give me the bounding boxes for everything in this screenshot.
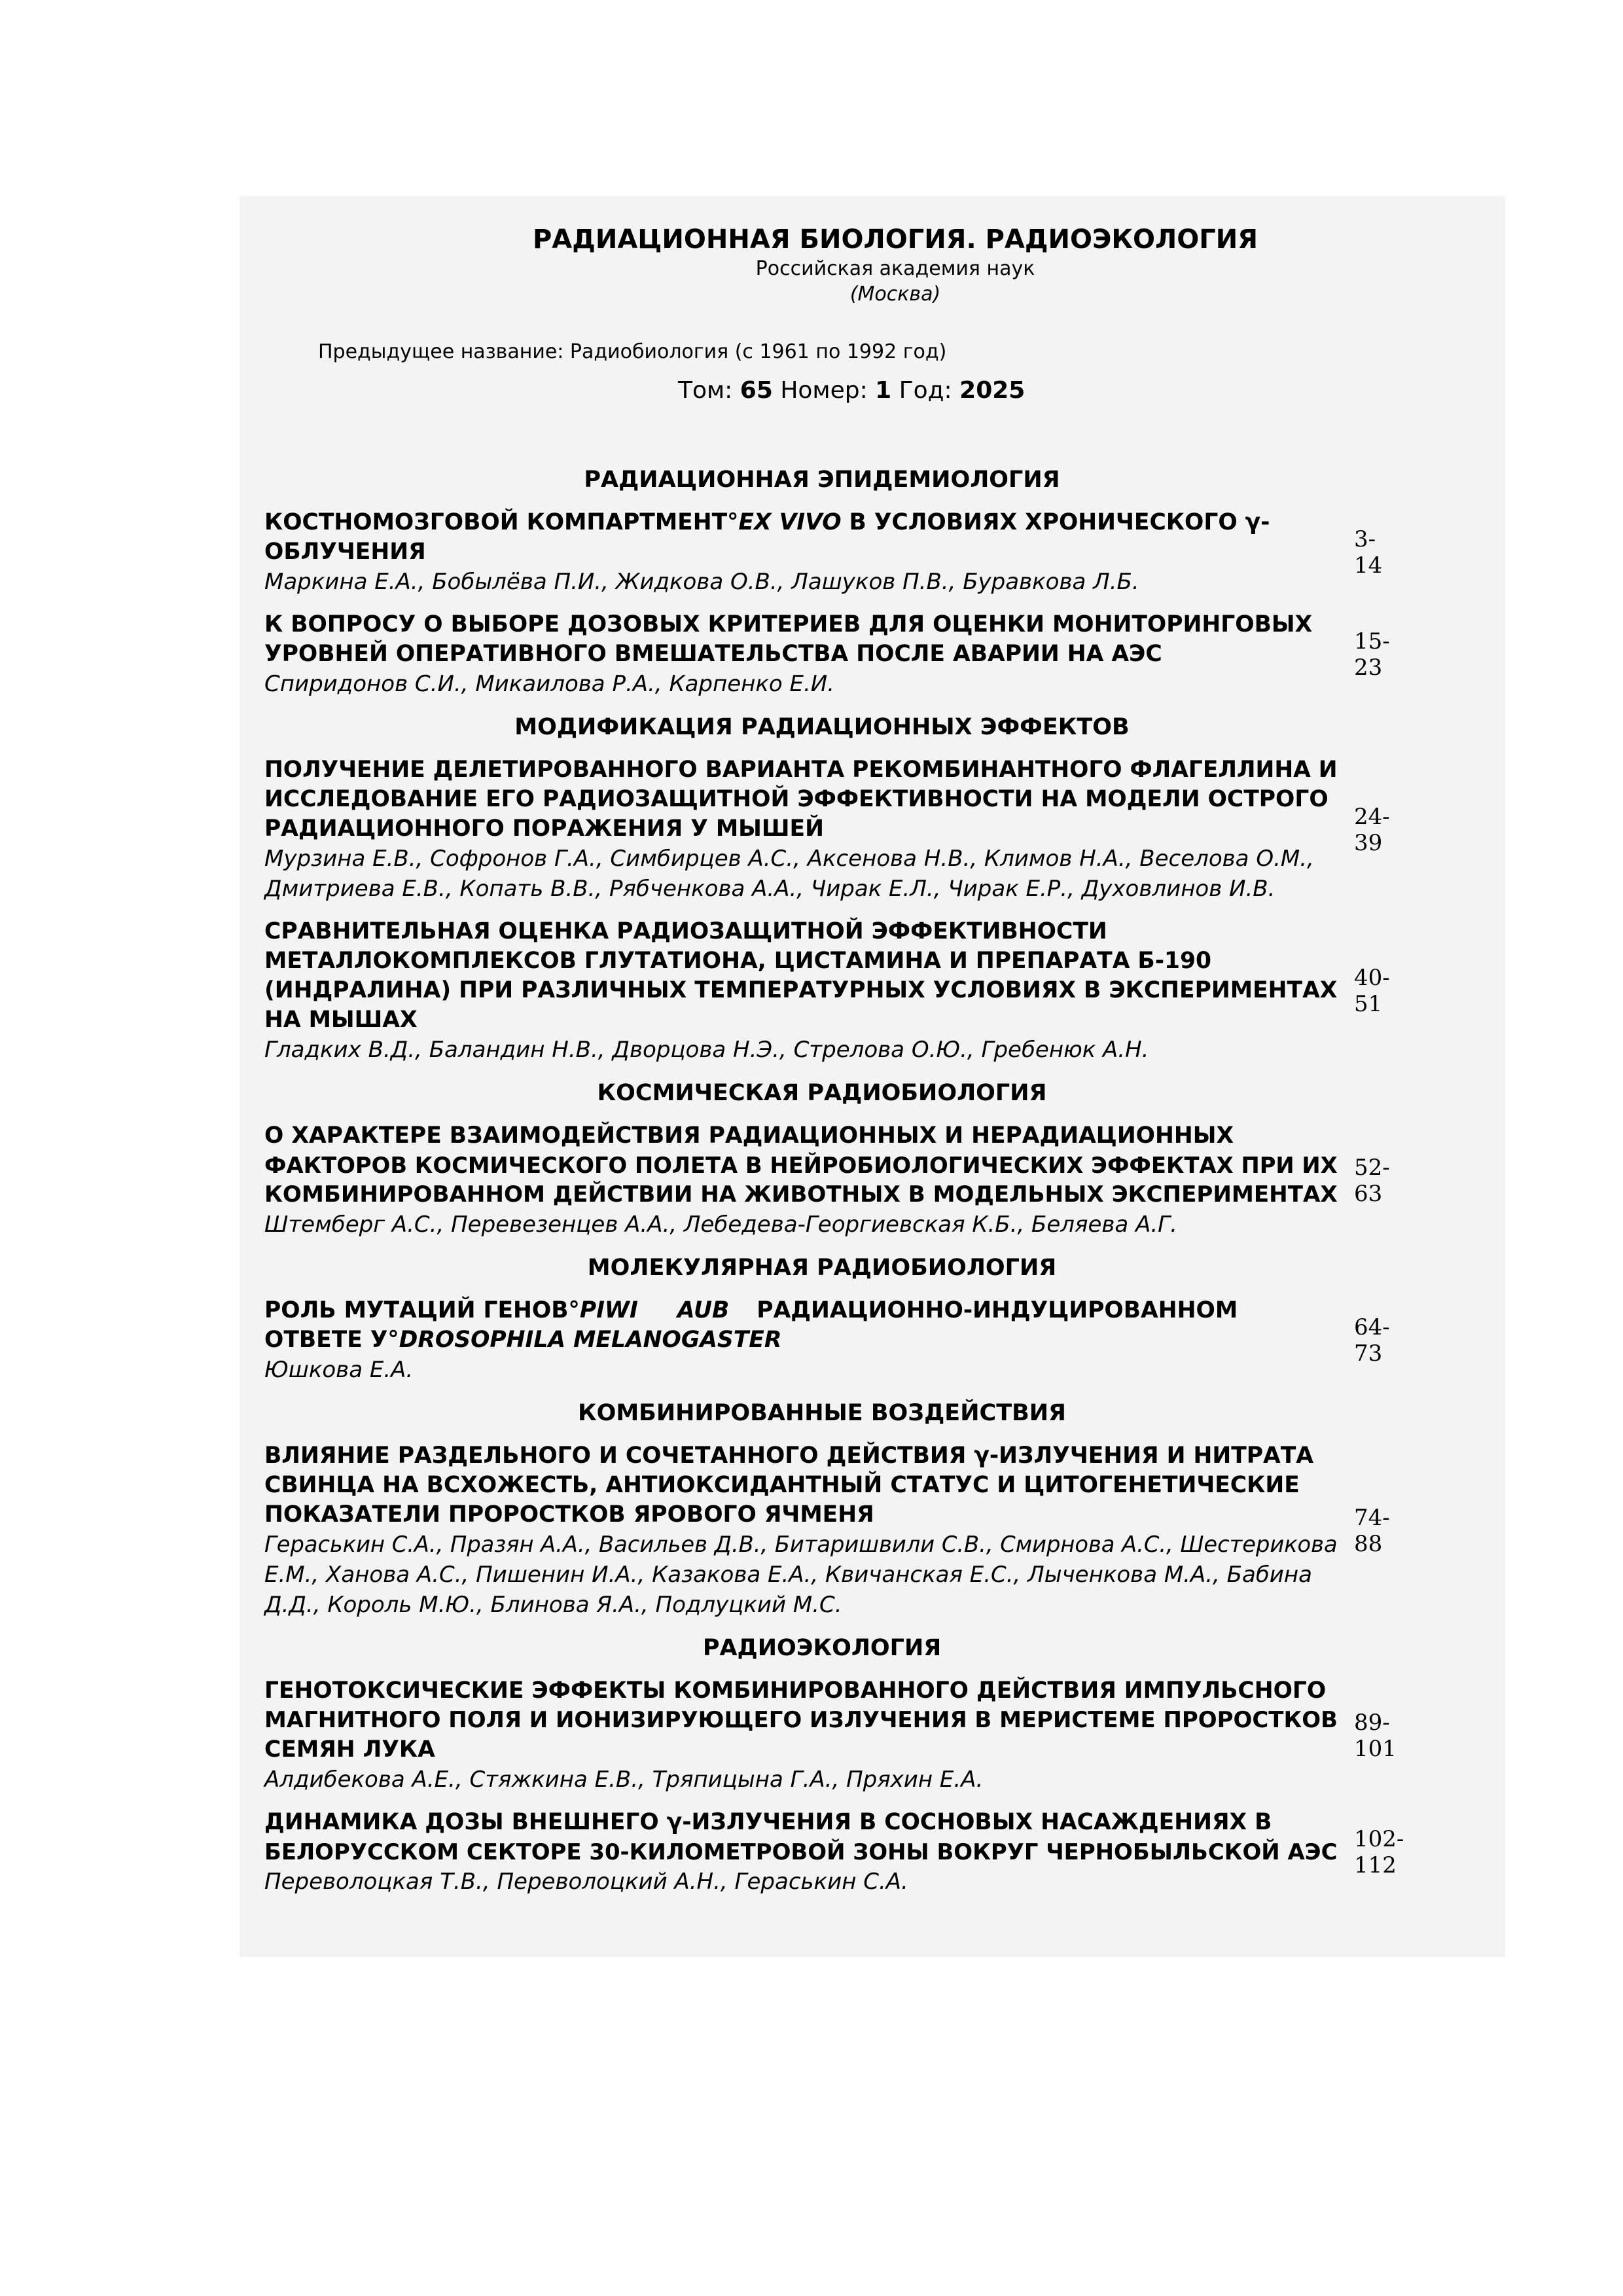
page-range: 74-88 [1354,1504,1390,1557]
title-text: КОСТНОМОЗГОВОЙ КОМПАРТМЕНТ° [264,509,739,535]
title-text: РОЛЬ МУТАЦИЙ ГЕНОВ° [264,1297,580,1323]
article-pages [1354,1441,1390,1620]
article-authors: Гладких В.Д., Баландин Н.В., Дворцова Н.Э., Стрелова О.Ю., Гребенюк А.Н. [264,1037,1149,1063]
year-value: 2025 [959,377,1026,404]
page-range: 24-39 [1354,803,1390,856]
number-value: 1 [875,377,892,404]
article-entry[interactable] [264,1121,1390,1240]
section-heading: РАДИАЦИОННАЯ ЭПИДЕМИОЛОГИЯ [584,467,1060,493]
table-of-contents [240,465,1505,1897]
article-entry[interactable] [264,508,1383,597]
article-pages [1354,1121,1390,1240]
article-authors: Д.Д., Король М.Ю., Блинова Я.А., Подлуцкий М.С. [264,1592,842,1618]
article-authors: Е.М., Ханова А.С., Пишенин И.А., Казакова Е.А., Квичанская Е.С., Лыченкова М.А., Бабина [264,1562,1312,1588]
article-entry[interactable] [264,1296,1390,1385]
article-pages [1354,917,1390,1065]
article-title: МЕТАЛЛОКОМПЛЕКСОВ ГЛУТАТИОНА, ЦИСТАМИНА И ПРЕПАРАТА Б-190 [264,948,1212,974]
page-range: 15-23 [1354,628,1390,681]
article-title: УРОВНЕЙ ОПЕРАТИВНОГО ВМЕШАТЕЛЬСТВА ПОСЛЕ АВАРИИ НА АЭС [264,641,1162,667]
article-title [264,508,1338,537]
article-pages [1354,1676,1397,1795]
article-pages [1354,610,1390,699]
article-title [264,1296,1338,1325]
title-text: РАДИАЦИОННО-ИНДУЦИРОВАННОМ [757,1297,1238,1323]
article-authors: Алдибекова А.Е., Стяжкина Е.В., Тряпицына Г.А., Пряхин Е.А. [264,1767,984,1793]
article-entry[interactable] [264,755,1390,904]
title-italic: PIWI [579,1297,638,1323]
article-title: СЕМЯН ЛУКА [264,1736,435,1763]
issue-info [678,374,1505,407]
contents-panel [240,196,1505,1957]
page-range: 40-51 [1354,965,1390,1017]
article-title: БЕЛОРУССКОМ СЕКТОРЕ 30-КИЛОМЕТРОВОЙ ЗОНЫ ВОКРУГ ЧЕРНОБЫЛЬСКОЙ АЭС [264,1839,1338,1865]
volume-value: 65 [740,377,773,404]
journal-title: РАДИАЦИОННАЯ БИОЛОГИЯ. РАДИОЭКОЛОГИЯ [532,224,1258,255]
section-heading: МОЛЕКУЛЯРНАЯ РАДИОБИОЛОГИЯ [587,1255,1057,1281]
article-authors: Маркина Е.А., Бобылёва П.И., Жидкова О.В., Лашуков П.В., Буравкова Л.Б. [264,569,1139,595]
article-authors: Переволоцкая Т.В., Переволоцкий А.Н., Гераськин С.А. [264,1869,908,1895]
page-range: 52-63 [1354,1154,1390,1207]
section-heading: КОМБИНИРОВАННЫЕ ВОЗДЕЙСТВИЯ [577,1400,1066,1426]
title-italic: AUB [677,1297,730,1323]
article-pages [1354,755,1390,904]
title-text: В УСЛОВИЯХ ХРОНИЧЕСКОГО γ- [841,509,1270,535]
title-italic: EX VIVO [738,509,842,535]
year-label: Год: [899,377,952,404]
journal-header [240,223,1505,308]
publisher: Российская академия наук [755,257,1035,280]
article-title [264,1325,1338,1355]
article-title: МАГНИТНОГО ПОЛЯ И ИОНИЗИРУЮЩЕГО ИЗЛУЧЕНИЯ В МЕРИСТЕМЕ ПРОРОСТКОВ [264,1707,1338,1733]
section-heading: РАДИОЭКОЛОГИЯ [702,1635,942,1661]
article-entry[interactable] [264,917,1390,1065]
article-title: ОБЛУЧЕНИЯ [264,539,426,565]
article-title: СВИНЦА НА ВСХОЖЕСТЬ, АНТИОКСИДАНТНЫЙ СТАТУС И ЦИТОГЕНЕТИЧЕСКИЕ [264,1472,1300,1498]
title-text: ОТВЕТЕ У° [264,1327,399,1353]
article-entry[interactable] [264,1808,1404,1897]
article-title: ПОКАЗАТЕЛИ ПРОРОСТКОВ ЯРОВОГО ЯЧМЕНЯ [264,1501,874,1528]
article-pages [1354,1296,1390,1385]
volume-label: Том: [678,377,733,404]
article-title: НА МЫШАХ [264,1007,418,1033]
article-entry[interactable] [264,1441,1390,1620]
city: (Москва) [849,283,941,306]
article-title: ДИНАМИКА ДОЗЫ ВНЕШНЕГО γ-ИЗЛУЧЕНИЯ В СОСНОВЫХ НАСАЖДЕНИЯХ В [264,1809,1272,1835]
article-authors: Спиридонов С.И., Микаилова Р.А., Карпенко Е.И. [264,671,835,697]
page-range: 102-112 [1354,1826,1404,1878]
article-title: ГЕНОТОКСИЧЕСКИЕ ЭФФЕКТЫ КОМБИНИРОВАННОГО ДЕЙСТВИЯ ИМПУЛЬСНОГО [264,1677,1327,1704]
article-entry[interactable] [264,610,1390,699]
page-range: 89-101 [1354,1709,1397,1762]
article-authors: Штемберг А.С., Перевезенцев А.А., Лебедева-Георгиевская К.Б., Беляева А.Г. [264,1211,1177,1238]
article-title: ИССЛЕДОВАНИЕ ЕГО РАДИОЗАЩИТНОЙ ЭФФЕКТИВНОСТИ НА МОДЕЛИ ОСТРОГО [264,786,1329,812]
article-title: РАДИАЦИОННОГО ПОРАЖЕНИЯ У МЫШЕЙ [264,816,824,842]
title-italic: DROSOPHILA MELANOGASTER [399,1327,782,1353]
number-label: Номер: [780,377,868,404]
page-range: 3-14 [1354,526,1383,579]
article-title: К ВОПРОСУ О ВЫБОРЕ ДОЗОВЫХ КРИТЕРИЕВ ДЛЯ ОЦЕНКИ МОНИТОРИНГОВЫХ [264,611,1313,637]
article-title: ФАКТОРОВ КОСМИЧЕСКОГО ПОЛЕТА В НЕЙРОБИОЛОГИЧЕСКИХ ЭФФЕКТАХ ПРИ ИХ [264,1153,1338,1178]
article-pages [1354,508,1382,597]
article-authors: Юшкова Е.А. [264,1357,414,1383]
article-authors: Дмитриева Е.В., Копать В.В., Рябченкова А.А., Чирак Е.Л., Чирак Е.Р., Духовлинов И.В. [264,876,1275,902]
article-authors: Мурзина Е.В., Софронов Г.А., Симбирцев А.С., Аксенова Н.В., Климов Н.А., Веселова О.М., [264,846,1314,872]
article-title: О ХАРАКТЕРЕ ВЗАИМОДЕЙСТВИЯ РАДИАЦИОННЫХ И НЕРАДИАЦИОННЫХ [264,1122,1234,1149]
section-heading: КОСМИЧЕСКАЯ РАДИОБИОЛОГИЯ [597,1080,1047,1106]
article-title: КОМБИНИРОВАННОМ ДЕЙСТВИИ НА ЖИВОТНЫХ В МОДЕЛЬНЫХ ЭКСПЕРИМЕНТАХ [264,1181,1338,1208]
section-heading: МОДИФИКАЦИЯ РАДИАЦИОННЫХ ЭФФЕКТОВ [514,714,1130,740]
article-entry[interactable] [264,1676,1397,1795]
page-range: 64-73 [1354,1314,1390,1367]
article-title: ВЛИЯНИЕ РАЗДЕЛЬНОГО И СОЧЕТАННОГО ДЕЙСТВИЯ γ-ИЗЛУЧЕНИЯ И НИТРАТА [264,1443,1313,1469]
article-title: ПОЛУЧЕНИЕ ДЕЛЕТИРОВАННОГО ВАРИАНТА РЕКОМБИНАНТНОГО ФЛАГЕЛЛИНА И [264,757,1338,783]
article-authors: Гераськин С.А., Празян А.А., Васильев Д.В., Битаришвили С.В., Смирнова А.С., Шестерикова [264,1532,1338,1557]
article-title: (ИНДРАЛИНА) ПРИ РАЗЛИЧНЫХ ТЕМПЕРАТУРНЫХ УСЛОВИЯХ В ЭКСПЕРИМЕНТАХ [264,977,1338,1003]
previous-name: Предыдущее название: Радиобиология (с 1961 по 1992 год) [318,340,947,363]
article-pages [1354,1808,1404,1897]
article-title: СРАВНИТЕЛЬНАЯ ОЦЕНКА РАДИОЗАЩИТНОЙ ЭФФЕКТИВНОСТИ [264,918,1107,944]
